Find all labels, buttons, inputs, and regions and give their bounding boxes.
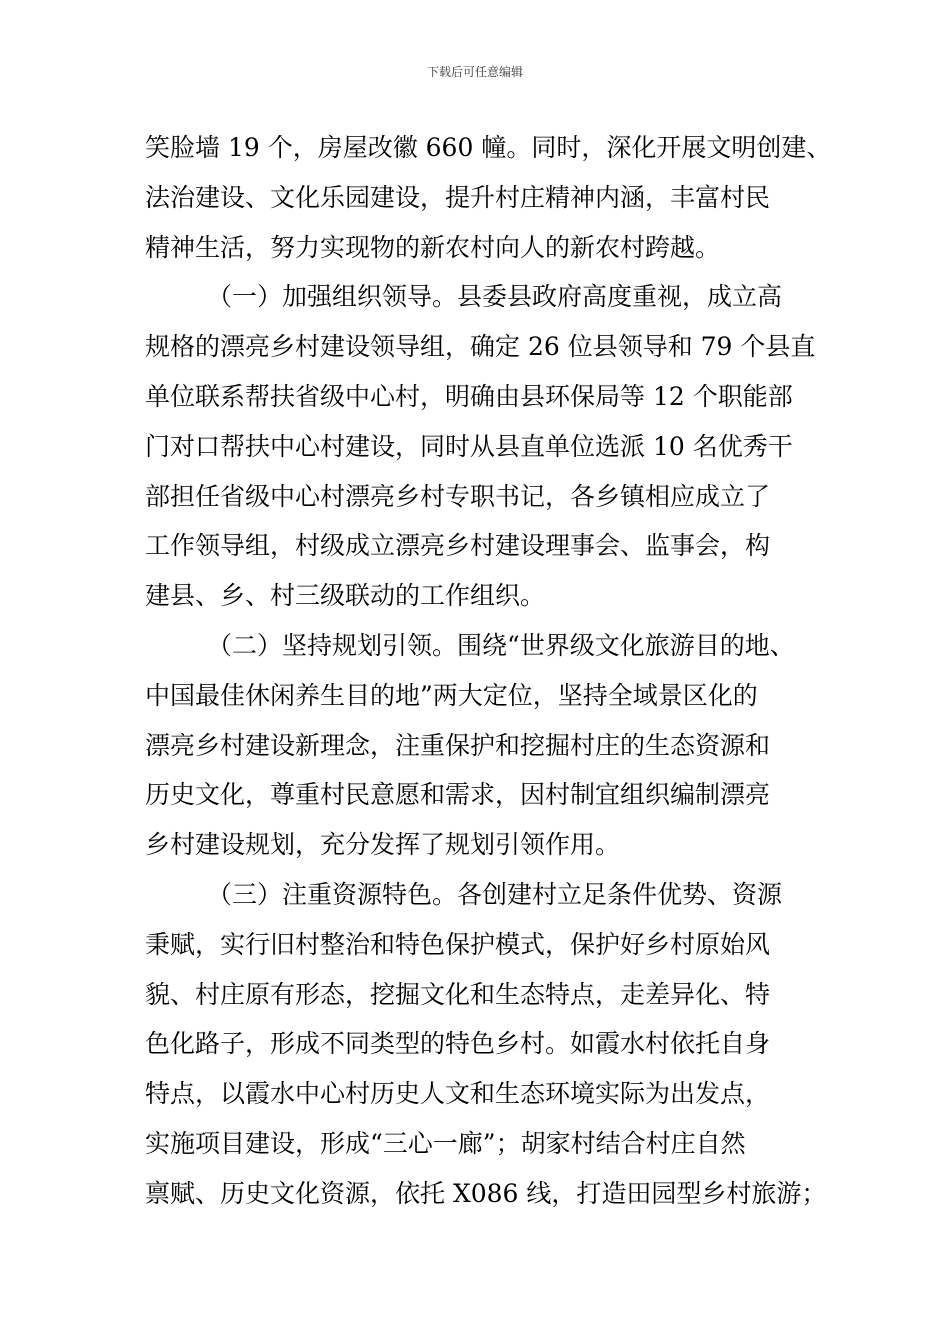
page-header: 下载后可任意编辑	[426, 65, 523, 79]
paragraph-first-line: （二）坚持规划引领。围绕“世界级文化旅游目的地、	[207, 630, 795, 660]
text-line: 实施项目建设，形成“三心一廊”；胡家村结合村庄自然	[145, 1128, 746, 1158]
text-line: 漂亮乡村建设新理念，注重保护和挖掘村庄的生态资源和	[145, 730, 771, 760]
text-line: 门对口帮扶中心村建设，同时从县直单位选派 10 名优秀干	[145, 431, 793, 461]
paragraph-first-line: （三）注重资源特色。各创建村立足条件优势、资源	[207, 879, 783, 909]
text-line: 貌、村庄原有形态，挖掘文化和生态特点，走差异化、特	[145, 979, 771, 1009]
text-line: 法治建设、文化乐园建设，提升村庄精神内涵，丰富村民	[145, 182, 771, 212]
document-body	[145, 123, 835, 1219]
text-line: 历史文化，尊重村民意愿和需求，因村制宜组织编制漂亮	[145, 780, 771, 810]
text-line: 工作领导组，村级成立漂亮乡村建设理事会、监事会，构	[145, 531, 771, 561]
text-line: 中国最佳休闲养生目的地”两大定位，坚持全域景区化的	[145, 680, 758, 710]
text-line: 精神生活，努力实现物的新农村向人的新农村跨越。	[145, 232, 721, 262]
text-line: 建县、乡、村三级联动的工作组织。	[145, 581, 546, 611]
text-line: 特点，以霞水中心村历史人文和生态环境实际为出发点，	[145, 1079, 771, 1109]
text-line: 部担任省级中心村漂亮乡村专职书记，各乡镇相应成立了	[145, 481, 771, 511]
text-line: 禀赋、历史文化资源，依托 X086 线，打造田园型乡村旅游；	[145, 1178, 827, 1208]
text-line: 单位联系帮扶省级中心村，明确由县环保局等 12 个职能部	[145, 381, 793, 411]
text-line: 秉赋，实行旧村整治和特色保护模式，保护好乡村原始风	[145, 929, 771, 959]
text-line: 笑脸墙 19 个，房屋改徽 660 幢。同时，深化开展文明创建、	[145, 133, 832, 162]
paragraph-first-line: （一）加强组织领导。县委县政府高度重视，成立高	[207, 282, 783, 312]
text-line: 色化路子，形成不同类型的特色乡村。如霞水村依托自身	[145, 1029, 771, 1059]
text-line: 规格的漂亮乡村建设领导组，确定 26 位县领导和 79 个县直	[145, 332, 816, 362]
text-line: 乡村建设规划，充分发挥了规划引领作用。	[145, 830, 621, 860]
